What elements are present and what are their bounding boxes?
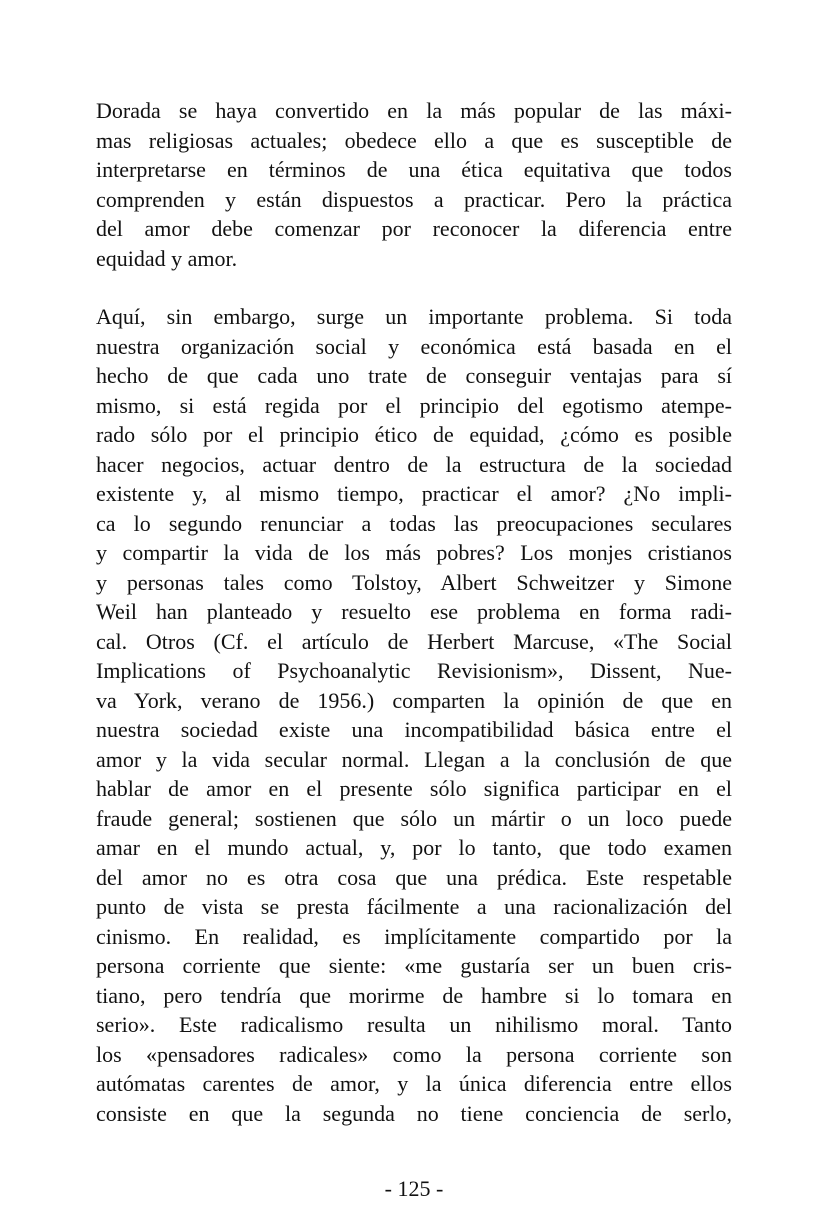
- text-line: autómatas carentes de amor, y la única diferencia entre ellos: [96, 1071, 732, 1096]
- text-line: interpretarse en términos de una ética equitativa que todos: [96, 157, 732, 182]
- text-line: y compartir la vida de los más pobres? Los monjes cristianos: [96, 540, 732, 565]
- text-line: hablar de amor en el presente sólo significa participar en el: [96, 776, 732, 801]
- text-line: mismo, si está regida por el principio del egotismo atempe-: [96, 392, 732, 418]
- text-line: hacer negocios, actuar dentro de la estructura de la sociedad: [96, 451, 732, 477]
- text-line: nuestra sociedad existe una incompatibilidad básica entre el: [96, 717, 732, 742]
- text-line: tiano, pero tendría que morirme de hambre si lo tomara en: [96, 982, 732, 1008]
- text-line: del amor no es otra cosa que una prédica. Este respetable: [96, 864, 732, 890]
- text-line: serio». Este radicalismo resulta un nihilismo moral. Tanto: [96, 1012, 732, 1037]
- text-line: comprenden y están dispuestos a practicar. Pero la práctica: [96, 186, 732, 212]
- text-line: fraude general; sostienen que sólo un mártir o un loco puede: [96, 805, 732, 831]
- text-line: rado sólo por el principio ético de equidad, ¿cómo es posible: [96, 422, 732, 447]
- text-line: Implications of Psychoanalytic Revisionism», Dissent, Nue-: [96, 658, 732, 683]
- page-body: [96, 96, 732, 1128]
- text-line: Weil han planteado y resuelto ese problema en forma radi-: [96, 599, 732, 624]
- text-line: Dorada se haya convertido en la más popular de las máxi-: [96, 98, 732, 123]
- text-line: del amor debe comenzar por reconocer la diferencia entre: [96, 216, 732, 241]
- text-line: consiste en que la segunda no tiene conciencia de serlo,: [96, 1100, 732, 1126]
- text-line: los «pensadores radicales» como la persona corriente son: [96, 1041, 732, 1067]
- page-number: - 125 -: [384, 1176, 444, 1201]
- text-line: ca lo segundo renunciar a todas las preocupaciones seculares: [96, 510, 732, 536]
- text-line: va York, verano de 1956.) comparten la opinión de que en: [96, 687, 732, 713]
- text-line: amor y la vida secular normal. Llegan a la conclusión de que: [96, 746, 732, 772]
- paragraph: [96, 96, 732, 273]
- text-line: hecho de que cada uno trate de conseguir ventajas para sí: [96, 363, 732, 388]
- text-line: y personas tales como Tolstoy, Albert Schweitzer y Simone: [96, 569, 732, 595]
- text-line: equidad y amor.: [96, 245, 238, 271]
- text-line: punto de vista se presta fácilmente a una racionalización del: [96, 894, 732, 919]
- text-line: cal. Otros (Cf. el artículo de Herbert Marcuse, «The Social: [96, 628, 732, 654]
- text-line: existente y, al mismo tiempo, practicar el amor? ¿No impli-: [96, 481, 732, 506]
- text-line: nuestra organización social y económica está basada en el: [96, 333, 732, 359]
- paragraph: [96, 302, 732, 1128]
- text-line: Aquí, sin embargo, surge un importante problema. Si toda: [96, 304, 732, 329]
- text-line: mas religiosas actuales; obedece ello a que es susceptible de: [96, 127, 732, 153]
- text-line: cinismo. En realidad, es implícitamente compartido por la: [96, 923, 732, 949]
- text-line: amar en el mundo actual, y, por lo tanto, que todo examen: [96, 835, 732, 860]
- text-line: persona corriente que siente: «me gustaría ser un buen cris-: [96, 953, 732, 978]
